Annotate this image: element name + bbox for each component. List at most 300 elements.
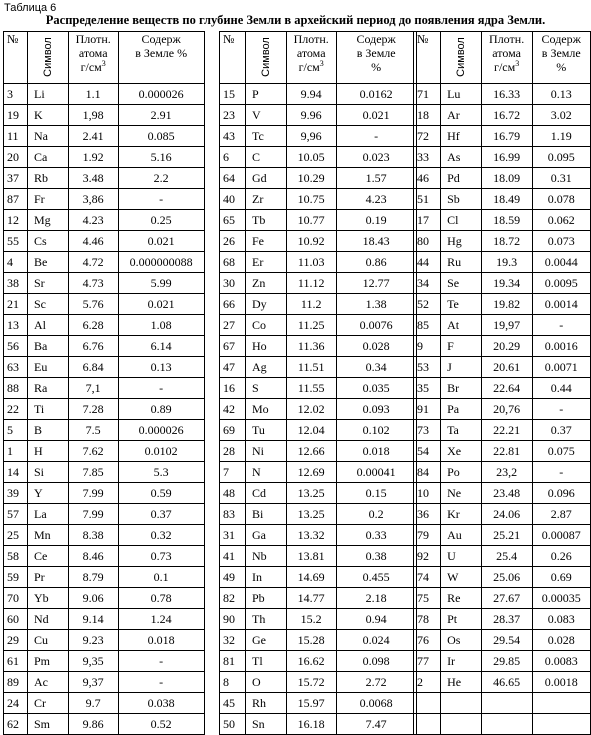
element-content: 0.0018	[532, 672, 591, 693]
element-density: 16.62	[286, 651, 336, 672]
element-number: 19	[4, 105, 28, 126]
element-density: 19.34	[481, 273, 532, 294]
element-symbol: Pr	[28, 567, 69, 588]
element-number: 11	[4, 126, 28, 147]
element-number: 87	[4, 189, 28, 210]
header-content-line1: Содерж	[141, 32, 181, 46]
element-number: 32	[220, 630, 246, 651]
table-row	[414, 105, 591, 126]
element-density: 18.09	[481, 168, 532, 189]
header-content-line3: %	[371, 60, 382, 74]
element-number: 84	[414, 462, 441, 483]
table-row	[414, 126, 591, 147]
element-symbol: Sb	[441, 189, 482, 210]
table-row	[4, 357, 205, 378]
table-row	[414, 210, 591, 231]
element-density: 16.18	[286, 714, 336, 735]
element-symbol: Kr	[441, 504, 482, 525]
element-content: 0.38	[336, 546, 416, 567]
element-symbol: Ca	[28, 147, 69, 168]
table-row	[414, 84, 591, 105]
element-content: 0.021	[118, 231, 204, 252]
element-content: 0.018	[118, 630, 204, 651]
element-symbol: Si	[28, 462, 69, 483]
element-symbol: Gd	[246, 168, 287, 189]
element-symbol: In	[246, 567, 287, 588]
element-content: 0.0044	[532, 252, 591, 273]
table-row	[414, 336, 591, 357]
element-number: 61	[4, 651, 28, 672]
element-symbol: Re	[441, 588, 482, 609]
element-number: 43	[220, 126, 246, 147]
element-symbol: Ti	[28, 399, 69, 420]
element-number: 64	[220, 168, 246, 189]
element-number: 58	[4, 546, 28, 567]
element-symbol: Po	[441, 462, 482, 483]
element-number: 56	[4, 336, 28, 357]
element-content: 0.038	[118, 693, 204, 714]
element-symbol: Ru	[441, 252, 482, 273]
header-density-line1: Плотн.	[489, 32, 525, 46]
element-number: 31	[220, 525, 246, 546]
element-content: 0.34	[336, 357, 416, 378]
element-content: -	[118, 651, 204, 672]
table-row	[220, 504, 417, 525]
element-density: 20.29	[481, 336, 532, 357]
element-number: 35	[414, 378, 441, 399]
element-symbol: Cd	[246, 483, 287, 504]
table-row	[4, 567, 205, 588]
element-content: 0.13	[118, 357, 204, 378]
header-content-line2: в Земле	[356, 46, 396, 60]
element-density: 2.41	[68, 126, 118, 147]
element-number: 55	[4, 231, 28, 252]
element-symbol: Xe	[441, 441, 482, 462]
element-density: 18.49	[481, 189, 532, 210]
element-density	[481, 693, 532, 714]
element-symbol: K	[28, 105, 69, 126]
element-number: 44	[414, 252, 441, 273]
element-content: 1.19	[532, 126, 591, 147]
element-symbol: Au	[441, 525, 482, 546]
table-row	[4, 273, 205, 294]
header-symbol-label: Символ	[454, 37, 467, 77]
element-symbol: Al	[28, 315, 69, 336]
element-density: 11.51	[286, 357, 336, 378]
table-row	[414, 441, 591, 462]
table-row	[414, 504, 591, 525]
element-density: 24.06	[481, 504, 532, 525]
element-content: -	[118, 672, 204, 693]
table-row	[414, 357, 591, 378]
table-row	[4, 231, 205, 252]
element-density: 13.25	[286, 483, 336, 504]
element-symbol: Ar	[441, 105, 482, 126]
table-row	[4, 168, 205, 189]
element-content: 0.31	[532, 168, 591, 189]
element-content: 0.0102	[118, 441, 204, 462]
element-number: 14	[4, 462, 28, 483]
element-symbol: Bi	[246, 504, 287, 525]
element-density: 4.46	[68, 231, 118, 252]
element-symbol: Sm	[28, 714, 69, 735]
element-number: 18	[414, 105, 441, 126]
element-density: 6.76	[68, 336, 118, 357]
element-content: 0.15	[336, 483, 416, 504]
element-content: 0.13	[532, 84, 591, 105]
element-density: 7.28	[68, 399, 118, 420]
element-symbol: Mn	[28, 525, 69, 546]
table-row	[220, 147, 417, 168]
element-number: 1	[4, 441, 28, 462]
header-density-line1: Плотн.	[293, 32, 329, 46]
element-number: 69	[220, 420, 246, 441]
element-symbol: O	[246, 672, 287, 693]
element-symbol: Ir	[441, 651, 482, 672]
table-row	[414, 315, 591, 336]
element-content: 0.024	[336, 630, 416, 651]
element-number: 47	[220, 357, 246, 378]
element-density: 11.25	[286, 315, 336, 336]
element-content: 0.085	[118, 126, 204, 147]
element-content: 1.38	[336, 294, 416, 315]
element-content: 4.23	[336, 189, 416, 210]
header-symbol-label: Символ	[41, 37, 54, 77]
element-density: 25.21	[481, 525, 532, 546]
table-row	[414, 714, 591, 735]
element-symbol: Ne	[441, 483, 482, 504]
table-block-3	[413, 31, 591, 735]
table-row	[4, 294, 205, 315]
table-row	[414, 189, 591, 210]
element-content: 0.2	[336, 504, 416, 525]
element-density: 10.75	[286, 189, 336, 210]
element-number: 7	[220, 462, 246, 483]
table-row	[220, 483, 417, 504]
element-density: 9.23	[68, 630, 118, 651]
header-density-line2: атома	[296, 46, 326, 60]
element-density: 11.03	[286, 252, 336, 273]
element-density: 4.72	[68, 252, 118, 273]
element-density: 29.54	[481, 630, 532, 651]
element-symbol: Er	[246, 252, 287, 273]
table-row	[220, 294, 417, 315]
element-content: 0.023	[336, 147, 416, 168]
table-row	[4, 252, 205, 273]
element-symbol: Se	[441, 273, 482, 294]
table-row	[220, 693, 417, 714]
table-row	[4, 189, 205, 210]
element-symbol: Cr	[28, 693, 69, 714]
element-number: 71	[414, 84, 441, 105]
element-density: 6.28	[68, 315, 118, 336]
element-content: 1.08	[118, 315, 204, 336]
element-number: 21	[4, 294, 28, 315]
element-content: 7.47	[336, 714, 416, 735]
element-number: 24	[4, 693, 28, 714]
table-row	[220, 378, 417, 399]
element-density: 8.46	[68, 546, 118, 567]
element-symbol: Zn	[246, 273, 287, 294]
element-symbol: Ho	[246, 336, 287, 357]
element-number: 6	[220, 147, 246, 168]
element-density: 7.5	[68, 420, 118, 441]
element-content: 0.021	[336, 105, 416, 126]
element-content: 0.32	[118, 525, 204, 546]
element-symbol: V	[246, 105, 287, 126]
element-density: 11.2	[286, 294, 336, 315]
element-density: 1,98	[68, 105, 118, 126]
element-content: 0.37	[532, 420, 591, 441]
table-row	[220, 651, 417, 672]
element-number: 22	[4, 399, 28, 420]
element-number: 23	[220, 105, 246, 126]
table-row	[220, 357, 417, 378]
table-row	[4, 693, 205, 714]
header-symbol	[441, 32, 482, 84]
element-content: 0.0162	[336, 84, 416, 105]
element-content: 0.00087	[532, 525, 591, 546]
element-number: 2	[414, 672, 441, 693]
element-content: 0.075	[532, 441, 591, 462]
element-symbol: Lu	[441, 84, 482, 105]
table-row	[414, 483, 591, 504]
element-density: 22.21	[481, 420, 532, 441]
element-density: 9.06	[68, 588, 118, 609]
element-content: 0.19	[336, 210, 416, 231]
element-symbol: P	[246, 84, 287, 105]
table-row	[4, 504, 205, 525]
table-row	[4, 609, 205, 630]
table-row	[414, 273, 591, 294]
element-content: -	[118, 189, 204, 210]
element-density: 9.96	[286, 105, 336, 126]
header-content	[118, 32, 204, 84]
element-content: 0.26	[532, 546, 591, 567]
element-density: 5.76	[68, 294, 118, 315]
element-content: 0.0083	[532, 651, 591, 672]
element-number: 52	[414, 294, 441, 315]
element-symbol: Zr	[246, 189, 287, 210]
element-symbol: Mo	[246, 399, 287, 420]
element-content: 0.1	[118, 567, 204, 588]
element-density: 7.85	[68, 462, 118, 483]
element-number: 16	[220, 378, 246, 399]
element-number: 63	[4, 357, 28, 378]
element-symbol: As	[441, 147, 482, 168]
table-row	[4, 483, 205, 504]
element-number: 28	[220, 441, 246, 462]
element-number: 40	[220, 189, 246, 210]
element-symbol: Cs	[28, 231, 69, 252]
table-row	[414, 462, 591, 483]
element-density: 16.99	[481, 147, 532, 168]
element-density: 23.48	[481, 483, 532, 504]
element-symbol: Eu	[28, 357, 69, 378]
table-row	[220, 525, 417, 546]
element-number: 54	[414, 441, 441, 462]
element-number: 29	[4, 630, 28, 651]
table-row	[220, 441, 417, 462]
element-content: 0.0071	[532, 357, 591, 378]
element-content: 0.021	[118, 294, 204, 315]
element-symbol: U	[441, 546, 482, 567]
element-density: 25.4	[481, 546, 532, 567]
element-density: 46.65	[481, 672, 532, 693]
element-content	[532, 693, 591, 714]
element-density: 10.05	[286, 147, 336, 168]
table-row	[220, 231, 417, 252]
element-number: 62	[4, 714, 28, 735]
element-symbol: Tu	[246, 420, 287, 441]
element-symbol: Te	[441, 294, 482, 315]
element-density: 11.36	[286, 336, 336, 357]
element-content: 0.000000088	[118, 252, 204, 273]
element-content: 12.77	[336, 273, 416, 294]
table-row	[414, 630, 591, 651]
element-symbol: Ta	[441, 420, 482, 441]
element-number: 65	[220, 210, 246, 231]
element-symbol: Cl	[441, 210, 482, 231]
element-number: 68	[220, 252, 246, 273]
element-content: 0.096	[532, 483, 591, 504]
table-row	[4, 147, 205, 168]
element-content: 0.86	[336, 252, 416, 273]
element-symbol: Mg	[28, 210, 69, 231]
element-density: 11.12	[286, 273, 336, 294]
element-content: -	[532, 462, 591, 483]
element-symbol: Ag	[246, 357, 287, 378]
element-symbol: Rh	[246, 693, 287, 714]
table-row	[4, 651, 205, 672]
element-symbol: Be	[28, 252, 69, 273]
element-symbol: Fe	[246, 231, 287, 252]
table-row	[220, 84, 417, 105]
element-content: 0.028	[336, 336, 416, 357]
element-content: 5.99	[118, 273, 204, 294]
element-content: 0.00041	[336, 462, 416, 483]
table-row	[4, 126, 205, 147]
element-symbol: Hg	[441, 231, 482, 252]
table-row	[4, 630, 205, 651]
element-content: 2.87	[532, 504, 591, 525]
element-number: 4	[4, 252, 28, 273]
element-content: 1.57	[336, 168, 416, 189]
header-density	[286, 32, 336, 84]
element-symbol: Ni	[246, 441, 287, 462]
element-density: 20,76	[481, 399, 532, 420]
element-content: 0.0095	[532, 273, 591, 294]
element-number: 85	[414, 315, 441, 336]
table-row	[4, 672, 205, 693]
table-row	[220, 567, 417, 588]
element-content: 0.062	[532, 210, 591, 231]
element-density: 10.29	[286, 168, 336, 189]
element-number: 9	[414, 336, 441, 357]
element-content: 0.0016	[532, 336, 591, 357]
element-symbol: H	[28, 441, 69, 462]
table-row	[220, 315, 417, 336]
element-content: 2.2	[118, 168, 204, 189]
element-number: 30	[220, 273, 246, 294]
table-row	[220, 252, 417, 273]
element-number: 49	[220, 567, 246, 588]
table-row	[220, 546, 417, 567]
element-symbol: La	[28, 504, 69, 525]
header-density-line2: атома	[492, 46, 521, 60]
element-density: 9,37	[68, 672, 118, 693]
element-content: 0.44	[532, 378, 591, 399]
header-number: №	[4, 32, 28, 84]
table-row	[220, 105, 417, 126]
element-density: 11.55	[286, 378, 336, 399]
element-content: 0.095	[532, 147, 591, 168]
element-content: 2.72	[336, 672, 416, 693]
element-content: 0.89	[118, 399, 204, 420]
element-number: 80	[414, 231, 441, 252]
element-symbol: Ra	[28, 378, 69, 399]
element-content: 0.0068	[336, 693, 416, 714]
element-symbol: Sr	[28, 273, 69, 294]
element-symbol: C	[246, 147, 287, 168]
header-content-line2: в Земле %	[135, 46, 188, 60]
table-row	[414, 252, 591, 273]
element-symbol: Cu	[28, 630, 69, 651]
table-row	[4, 105, 205, 126]
table-row	[4, 462, 205, 483]
table-row	[220, 336, 417, 357]
element-content: 0.33	[336, 525, 416, 546]
table-row	[4, 525, 205, 546]
header-content-line1: Содерж	[541, 32, 581, 46]
table-row	[4, 546, 205, 567]
element-number: 17	[414, 210, 441, 231]
element-number: 67	[220, 336, 246, 357]
header-density-unit: $г/см^3$	[80, 59, 106, 74]
table-row	[414, 567, 591, 588]
header-content	[532, 32, 591, 84]
element-number: 27	[220, 315, 246, 336]
element-density: 7,1	[68, 378, 118, 399]
table-row	[414, 168, 591, 189]
table-row	[414, 231, 591, 252]
element-density: 12.02	[286, 399, 336, 420]
element-number: 13	[4, 315, 28, 336]
table-row	[220, 126, 417, 147]
element-number: 36	[414, 504, 441, 525]
table-title: Распределение веществ по глубине Земли в архейский период до появления ядра Земли.	[45, 13, 546, 27]
element-density: 15.28	[286, 630, 336, 651]
table-row	[4, 378, 205, 399]
header-content-line2: в Земле	[541, 46, 581, 60]
table-row	[414, 546, 591, 567]
element-symbol: Pd	[441, 168, 482, 189]
element-content: -	[532, 399, 591, 420]
table-row	[4, 714, 205, 735]
table-row	[220, 588, 417, 609]
element-symbol: J	[441, 357, 482, 378]
element-density: 4.73	[68, 273, 118, 294]
element-symbol: Y	[28, 483, 69, 504]
table-block-1	[3, 31, 205, 735]
element-number: 75	[414, 588, 441, 609]
table-row	[414, 294, 591, 315]
element-number: 78	[414, 609, 441, 630]
element-content: 2.91	[118, 105, 204, 126]
element-symbol: Ba	[28, 336, 69, 357]
element-density: 1.1	[68, 84, 118, 105]
element-number: 51	[414, 189, 441, 210]
